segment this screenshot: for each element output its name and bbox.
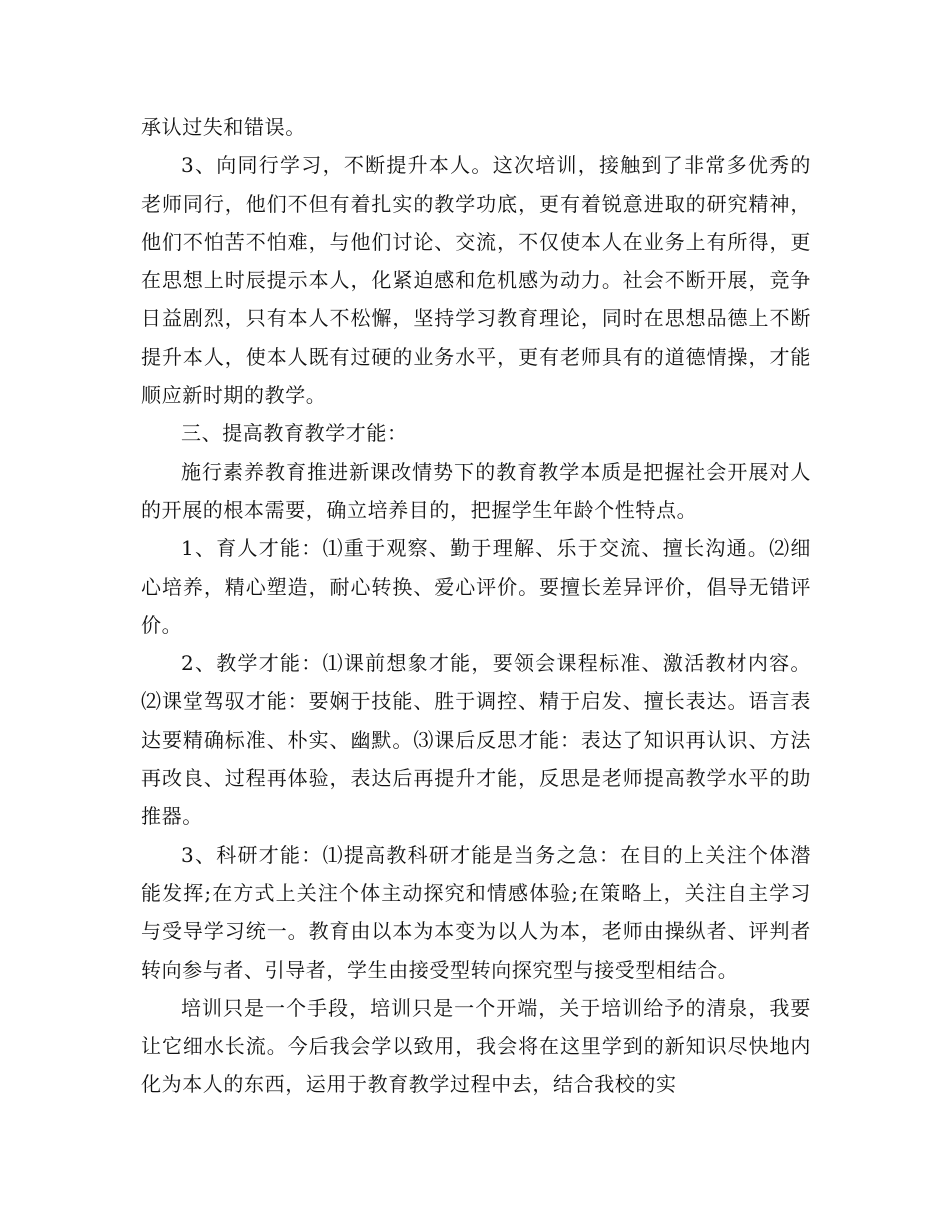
document-body bbox=[141, 108, 811, 1104]
paragraph-research-ability: 3、科研才能：⑴提高教科研才能是当务之急：在目的上关注个体潜能发挥;在方式上关注个体主动探究和情感体验;在策略上，关注自主学习与受导学习统一。教育由以本为本变为以人为本，老师由操纵者、评判者转向参与者、引导者，学生由接受型转向探究型与接受型相结合。 bbox=[141, 842, 811, 982]
paragraph-teaching-skill: 2、教学才能：⑴课前想象才能，要领会课程标准、激活教材内容。⑵课堂驾驭才能：要娴于技能、胜于调控、精于启发、擅长表达。语言表达要精确标准、朴实、幽默。⑶课后反思才能：表达了知识再认识、方法再改良、过程再体验，表达后再提升才能，反思是老师提高教学水平的助推器。 bbox=[141, 651, 811, 829]
paragraph-training-conclusion: 培训只是一个手段，培训只是一个开端，关于培训给予的清泉，我要让它细水长流。今后我会学以致用，我会将在这里学到的新知识尽快地内化为本人的东西，运用于教育教学过程中去，结合我校的实 bbox=[141, 995, 811, 1097]
section-heading-teaching-ability: 三、提高教育教学才能： bbox=[181, 421, 408, 446]
paragraph-educating-ability: 1、育人才能：⑴重于观察、勤于理解、乐于交流、擅长沟通。⑵细心培养，精心塑造，耐心转换、爱心评价。要擅长差异评价，倡导无错评价。 bbox=[141, 536, 811, 637]
paragraph-quality-education: 施行素养教育推进新课改情势下的教育教学本质是把握社会开展对人的开展的根本需要，确立培养目的，把握学生年龄个性特点。 bbox=[141, 459, 811, 522]
paragraph-learn-from-peers: 3、向同行学习，不断提升本人。这次培训，接触到了非常多优秀的老师同行，他们不但有着扎实的教学功底，更有着锐意进取的研究精神，他们不怕苦不怕难，与他们讨论、交流，不仅使本人在业务上有所得，更在思想上时辰提示本人，化紧迫感和危机感为动力。社会不断开展，竞争日益剧烈，只有本人不松懈，坚持学习教育理论，同时在思想品德上不断提升本人，使本人既有过硬的业务水平，更有老师具有的道德情操，才能顺应新时期的教学。 bbox=[141, 153, 811, 408]
paragraph-continuation: 承认过失和错误。 bbox=[141, 115, 306, 139]
